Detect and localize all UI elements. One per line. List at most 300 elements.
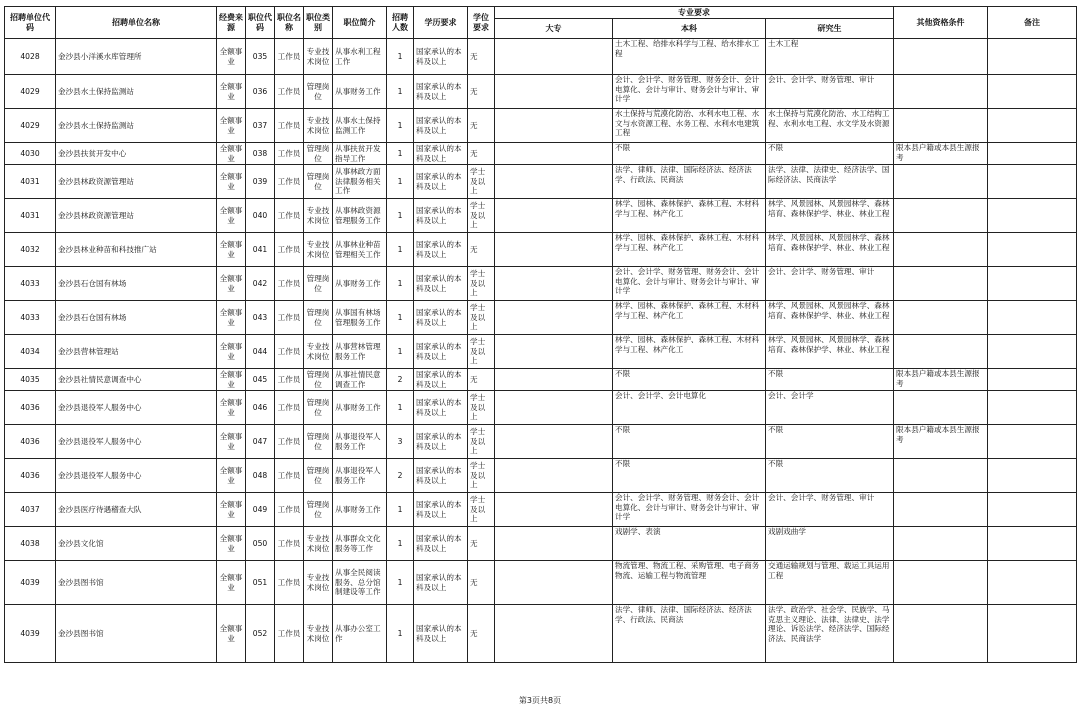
cell-intro: 从事财务工作 — [333, 75, 387, 109]
cell-fund: 全额事业 — [217, 109, 246, 143]
cell-fund: 全额事业 — [217, 233, 246, 267]
cell-intro: 从事国有林场管理服务工作 — [333, 301, 387, 335]
cell-remark — [988, 493, 1077, 527]
table-row — [5, 527, 1077, 561]
cell-other — [894, 605, 988, 663]
cell-other — [894, 561, 988, 605]
cell-bachelor: 会计、会计学、财务管理、财务会计、会计电算化、会计与审计、财务会计与审计、审计学 — [613, 493, 766, 527]
cell-position-code: 049 — [246, 493, 275, 527]
cell-graduate: 水土保持与荒漠化防治、水工结构工程、水利水电工程、水文学及水资源 — [766, 109, 894, 143]
cell-graduate: 土木工程 — [766, 39, 894, 75]
cell-graduate: 法学、政治学、社会学、民族学、马克思主义理论、法律、法律史、法学理论、诉讼法学、经济法学、国际经济法、民商法学 — [766, 605, 894, 663]
cell-count: 1 — [387, 233, 414, 267]
cell-position-name: 工作员 — [275, 109, 304, 143]
cell-count: 1 — [387, 605, 414, 663]
table-row — [5, 301, 1077, 335]
cell-fund: 全额事业 — [217, 75, 246, 109]
cell-unit-code: 4037 — [5, 493, 56, 527]
cell-unit-code: 4028 — [5, 39, 56, 75]
cell-graduate: 会计、会计学、财务管理、审计 — [766, 493, 894, 527]
cell-intro: 从事财务工作 — [333, 267, 387, 301]
cell-fund: 全额事业 — [217, 527, 246, 561]
cell-degree: 无 — [468, 109, 495, 143]
cell-college — [495, 335, 613, 369]
cell-position-name: 工作员 — [275, 233, 304, 267]
cell-position-code: 050 — [246, 527, 275, 561]
cell-intro: 从事营林管理服务工作 — [333, 335, 387, 369]
cell-bachelor: 不限 — [613, 143, 766, 165]
header-bachelor: 本科 — [613, 19, 766, 39]
cell-other — [894, 165, 988, 199]
cell-college — [495, 109, 613, 143]
cell-education: 国家承认的本科及以上 — [414, 335, 468, 369]
cell-other — [894, 75, 988, 109]
cell-other — [894, 199, 988, 233]
cell-other — [894, 527, 988, 561]
header-fund: 经费来源 — [217, 7, 246, 39]
table-row — [5, 109, 1077, 143]
cell-unit-name: 金沙县退役军人服务中心 — [56, 391, 217, 425]
cell-position-name: 工作员 — [275, 527, 304, 561]
cell-other: 限本县户籍或本县生源报考 — [894, 425, 988, 459]
cell-unit-code: 4029 — [5, 75, 56, 109]
cell-college — [495, 369, 613, 391]
cell-remark — [988, 301, 1077, 335]
header-remark: 备注 — [988, 7, 1077, 39]
cell-position-code: 037 — [246, 109, 275, 143]
cell-bachelor: 林学、园林、森林保护、森林工程、木材科学与工程、林产化工 — [613, 233, 766, 267]
cell-graduate: 不限 — [766, 459, 894, 493]
cell-position-code: 040 — [246, 199, 275, 233]
cell-position-code: 036 — [246, 75, 275, 109]
cell-degree: 无 — [468, 75, 495, 109]
cell-position-type: 管理岗位 — [304, 493, 333, 527]
cell-remark — [988, 199, 1077, 233]
table-body — [5, 39, 1077, 663]
cell-education: 国家承认的本科及以上 — [414, 493, 468, 527]
cell-remark — [988, 561, 1077, 605]
cell-other — [894, 267, 988, 301]
cell-remark — [988, 425, 1077, 459]
cell-intro: 从事水利工程工作 — [333, 39, 387, 75]
cell-position-name: 工作员 — [275, 561, 304, 605]
cell-fund: 全额事业 — [217, 143, 246, 165]
cell-unit-name: 金沙县医疗待遇稽查大队 — [56, 493, 217, 527]
cell-college — [495, 39, 613, 75]
cell-unit-name: 金沙县石仓国有林场 — [56, 267, 217, 301]
cell-education: 国家承认的本科及以上 — [414, 605, 468, 663]
cell-position-code: 039 — [246, 165, 275, 199]
cell-graduate: 法学、法律、法律史、经济法学、国际经济法、民商法学 — [766, 165, 894, 199]
cell-graduate: 戏剧戏曲学 — [766, 527, 894, 561]
table-row — [5, 39, 1077, 75]
cell-unit-code: 4032 — [5, 233, 56, 267]
cell-unit-name: 金沙县小洋溪水库管理所 — [56, 39, 217, 75]
cell-remark — [988, 109, 1077, 143]
cell-education: 国家承认的本科及以上 — [414, 199, 468, 233]
cell-unit-name: 金沙县水土保持监测站 — [56, 109, 217, 143]
cell-graduate: 不限 — [766, 143, 894, 165]
cell-position-code: 052 — [246, 605, 275, 663]
recruitment-table — [4, 6, 1077, 663]
table-row — [5, 391, 1077, 425]
cell-fund: 全额事业 — [217, 561, 246, 605]
cell-degree: 无 — [468, 605, 495, 663]
cell-position-code: 051 — [246, 561, 275, 605]
cell-fund: 全额事业 — [217, 369, 246, 391]
cell-position-type: 专业技术岗位 — [304, 335, 333, 369]
cell-graduate: 会计、会计学、财务管理、审计 — [766, 267, 894, 301]
table-row — [5, 143, 1077, 165]
cell-unit-code: 4033 — [5, 301, 56, 335]
cell-position-code: 045 — [246, 369, 275, 391]
cell-position-code: 048 — [246, 459, 275, 493]
cell-unit-name: 金沙县石仓国有林场 — [56, 301, 217, 335]
cell-degree: 学士及以上 — [468, 391, 495, 425]
header-degree: 学位要求 — [468, 7, 495, 39]
header-position-type: 职位类别 — [304, 7, 333, 39]
cell-position-name: 工作员 — [275, 605, 304, 663]
cell-count: 2 — [387, 459, 414, 493]
cell-unit-code: 4039 — [5, 561, 56, 605]
cell-other — [894, 335, 988, 369]
recruitment-table-sheet — [4, 6, 1077, 663]
cell-position-name: 工作员 — [275, 425, 304, 459]
cell-position-type: 管理岗位 — [304, 75, 333, 109]
cell-position-code: 035 — [246, 39, 275, 75]
cell-position-name: 工作员 — [275, 493, 304, 527]
cell-graduate: 不限 — [766, 369, 894, 391]
cell-degree: 学士及以上 — [468, 199, 495, 233]
cell-degree: 无 — [468, 39, 495, 75]
cell-count: 1 — [387, 391, 414, 425]
cell-bachelor: 会计、会计学、财务管理、财务会计、会计电算化、会计与审计、财务会计与审计、审计学 — [613, 75, 766, 109]
cell-position-code: 044 — [246, 335, 275, 369]
cell-other — [894, 109, 988, 143]
cell-intro: 从事水土保持监测工作 — [333, 109, 387, 143]
cell-fund: 全额事业 — [217, 605, 246, 663]
cell-count: 3 — [387, 425, 414, 459]
cell-unit-code: 4035 — [5, 369, 56, 391]
cell-unit-code: 4036 — [5, 425, 56, 459]
cell-fund: 全额事业 — [217, 459, 246, 493]
cell-education: 国家承认的本科及以上 — [414, 459, 468, 493]
cell-position-type: 管理岗位 — [304, 267, 333, 301]
cell-intro: 从事林业种苗管理相关工作 — [333, 233, 387, 267]
cell-college — [495, 425, 613, 459]
cell-unit-name: 金沙县营林管理站 — [56, 335, 217, 369]
cell-position-type: 管理岗位 — [304, 165, 333, 199]
cell-count: 1 — [387, 267, 414, 301]
cell-college — [495, 233, 613, 267]
cell-bachelor: 水土保持与荒漠化防治、水利水电工程、水文与水资源工程、水务工程、水利水电建筑工程 — [613, 109, 766, 143]
cell-bachelor: 不限 — [613, 425, 766, 459]
cell-count: 1 — [387, 143, 414, 165]
cell-degree: 无 — [468, 233, 495, 267]
header-graduate: 研究生 — [766, 19, 894, 39]
cell-college — [495, 199, 613, 233]
cell-unit-name: 金沙县林政资源管理站 — [56, 165, 217, 199]
table-row — [5, 561, 1077, 605]
cell-unit-name: 金沙县退役军人服务中心 — [56, 425, 217, 459]
cell-position-type: 管理岗位 — [304, 369, 333, 391]
cell-unit-code: 4033 — [5, 267, 56, 301]
cell-position-type: 管理岗位 — [304, 459, 333, 493]
cell-remark — [988, 75, 1077, 109]
cell-unit-name: 金沙县水土保持监测站 — [56, 75, 217, 109]
cell-college — [495, 165, 613, 199]
header-position-code: 职位代码 — [246, 7, 275, 39]
table-row — [5, 425, 1077, 459]
cell-graduate: 会计、会计学、财务管理、审计 — [766, 75, 894, 109]
cell-unit-name: 金沙县社情民意调查中心 — [56, 369, 217, 391]
cell-education: 国家承认的本科及以上 — [414, 267, 468, 301]
cell-education: 国家承认的本科及以上 — [414, 109, 468, 143]
cell-degree: 无 — [468, 527, 495, 561]
cell-degree: 学士及以上 — [468, 459, 495, 493]
cell-position-type: 管理岗位 — [304, 425, 333, 459]
cell-unit-code: 4030 — [5, 143, 56, 165]
cell-remark — [988, 233, 1077, 267]
cell-remark — [988, 369, 1077, 391]
cell-graduate: 会计、会计学 — [766, 391, 894, 425]
cell-count: 1 — [387, 39, 414, 75]
cell-education: 国家承认的本科及以上 — [414, 301, 468, 335]
table-row — [5, 233, 1077, 267]
cell-unit-name: 金沙县图书馆 — [56, 605, 217, 663]
cell-unit-code: 4039 — [5, 605, 56, 663]
cell-count: 1 — [387, 165, 414, 199]
cell-count: 1 — [387, 75, 414, 109]
cell-education: 国家承认的本科及以上 — [414, 39, 468, 75]
cell-unit-code: 4036 — [5, 459, 56, 493]
cell-position-type: 专业技术岗位 — [304, 199, 333, 233]
cell-count: 1 — [387, 109, 414, 143]
cell-position-name: 工作员 — [275, 335, 304, 369]
cell-position-code: 042 — [246, 267, 275, 301]
cell-education: 国家承认的本科及以上 — [414, 369, 468, 391]
cell-intro: 从事办公室工作 — [333, 605, 387, 663]
cell-education: 国家承认的本科及以上 — [414, 143, 468, 165]
cell-other — [894, 39, 988, 75]
cell-graduate: 林学、风景园林、风景园林学、森林培育、森林保护学、林业、林业工程 — [766, 301, 894, 335]
cell-position-type: 管理岗位 — [304, 391, 333, 425]
cell-position-type: 专业技术岗位 — [304, 39, 333, 75]
cell-intro: 从事社情民意调查工作 — [333, 369, 387, 391]
cell-degree: 无 — [468, 561, 495, 605]
table-row — [5, 335, 1077, 369]
header-education: 学历要求 — [414, 7, 468, 39]
cell-position-type: 管理岗位 — [304, 301, 333, 335]
cell-fund: 全额事业 — [217, 165, 246, 199]
cell-education: 国家承认的本科及以上 — [414, 75, 468, 109]
cell-graduate: 林学、风景园林、风景园林学、森林培育、森林保护学、林业、林业工程 — [766, 233, 894, 267]
cell-remark — [988, 267, 1077, 301]
cell-college — [495, 267, 613, 301]
cell-other — [894, 459, 988, 493]
cell-position-code: 046 — [246, 391, 275, 425]
cell-position-code: 043 — [246, 301, 275, 335]
cell-remark — [988, 605, 1077, 663]
cell-intro: 从事财务工作 — [333, 391, 387, 425]
cell-education: 国家承认的本科及以上 — [414, 527, 468, 561]
cell-other — [894, 493, 988, 527]
cell-graduate: 交通运输规划与管理、载运工具运用工程 — [766, 561, 894, 605]
cell-bachelor: 会计、会计学、财务管理、财务会计、会计电算化、会计与审计、财务会计与审计、审计学 — [613, 267, 766, 301]
cell-college — [495, 459, 613, 493]
cell-degree: 无 — [468, 143, 495, 165]
cell-degree: 学士及以上 — [468, 165, 495, 199]
cell-position-name: 工作员 — [275, 75, 304, 109]
table-row — [5, 75, 1077, 109]
table-row — [5, 267, 1077, 301]
cell-unit-code: 4029 — [5, 109, 56, 143]
cell-college — [495, 561, 613, 605]
cell-bachelor: 戏剧学、表演 — [613, 527, 766, 561]
table-row — [5, 493, 1077, 527]
header-intro: 职位简介 — [333, 7, 387, 39]
cell-count: 2 — [387, 369, 414, 391]
cell-position-name: 工作员 — [275, 301, 304, 335]
cell-remark — [988, 527, 1077, 561]
cell-unit-name: 金沙县扶贫开发中心 — [56, 143, 217, 165]
cell-fund: 全额事业 — [217, 335, 246, 369]
cell-remark — [988, 165, 1077, 199]
cell-count: 1 — [387, 335, 414, 369]
cell-intro: 从事退役军人服务工作 — [333, 459, 387, 493]
cell-intro: 从事财务工作 — [333, 493, 387, 527]
cell-remark — [988, 335, 1077, 369]
cell-intro: 从事林政资源管理服务工作 — [333, 199, 387, 233]
cell-position-type: 专业技术岗位 — [304, 109, 333, 143]
table-row — [5, 369, 1077, 391]
cell-position-code: 047 — [246, 425, 275, 459]
cell-fund: 全额事业 — [217, 199, 246, 233]
cell-fund: 全额事业 — [217, 267, 246, 301]
cell-position-type: 专业技术岗位 — [304, 605, 333, 663]
cell-education: 国家承认的本科及以上 — [414, 561, 468, 605]
cell-position-name: 工作员 — [275, 165, 304, 199]
cell-fund: 全额事业 — [217, 391, 246, 425]
cell-position-name: 工作员 — [275, 267, 304, 301]
cell-remark — [988, 143, 1077, 165]
cell-position-name: 工作员 — [275, 143, 304, 165]
cell-unit-code: 4034 — [5, 335, 56, 369]
cell-bachelor: 林学、园林、森林保护、森林工程、木材科学与工程、林产化工 — [613, 301, 766, 335]
cell-other — [894, 391, 988, 425]
cell-college — [495, 143, 613, 165]
cell-bachelor: 法学、律师、法律、国际经济法、经济法学、行政法、民商法 — [613, 165, 766, 199]
cell-fund: 全额事业 — [217, 493, 246, 527]
cell-education: 国家承认的本科及以上 — [414, 233, 468, 267]
cell-position-name: 工作员 — [275, 369, 304, 391]
table-row — [5, 605, 1077, 663]
cell-remark — [988, 39, 1077, 75]
cell-college — [495, 527, 613, 561]
cell-unit-name: 金沙县林政资源管理站 — [56, 199, 217, 233]
cell-other — [894, 301, 988, 335]
header-other: 其他资格条件 — [894, 7, 988, 39]
cell-position-code: 041 — [246, 233, 275, 267]
header-college: 大专 — [495, 19, 613, 39]
cell-education: 国家承认的本科及以上 — [414, 165, 468, 199]
cell-education: 国家承认的本科及以上 — [414, 425, 468, 459]
cell-position-name: 工作员 — [275, 391, 304, 425]
cell-bachelor: 法学、律师、法律、国际经济法、经济法学、行政法、民商法 — [613, 605, 766, 663]
table-row — [5, 165, 1077, 199]
cell-intro: 从事退役军人服务工作 — [333, 425, 387, 459]
cell-unit-code: 4031 — [5, 199, 56, 233]
cell-count: 1 — [387, 527, 414, 561]
header-major-requirement: 专业要求 — [495, 7, 894, 19]
cell-unit-name: 金沙县图书馆 — [56, 561, 217, 605]
cell-position-name: 工作员 — [275, 199, 304, 233]
cell-position-type: 专业技术岗位 — [304, 527, 333, 561]
cell-graduate: 不限 — [766, 425, 894, 459]
cell-position-name: 工作员 — [275, 39, 304, 75]
cell-fund: 全额事业 — [217, 39, 246, 75]
cell-count: 1 — [387, 301, 414, 335]
cell-fund: 全额事业 — [217, 301, 246, 335]
cell-college — [495, 605, 613, 663]
cell-intro: 从事林政方面法律服务相关工作 — [333, 165, 387, 199]
cell-bachelor: 不限 — [613, 459, 766, 493]
cell-count: 1 — [387, 199, 414, 233]
cell-unit-code: 4038 — [5, 527, 56, 561]
cell-bachelor: 不限 — [613, 369, 766, 391]
cell-remark — [988, 391, 1077, 425]
cell-college — [495, 493, 613, 527]
cell-count: 1 — [387, 493, 414, 527]
cell-unit-name: 金沙县林业种苗和科技推广站 — [56, 233, 217, 267]
header-count: 招聘人数 — [387, 7, 414, 39]
cell-remark — [988, 459, 1077, 493]
cell-bachelor: 林学、园林、森林保护、森林工程、木材科学与工程、林产化工 — [613, 335, 766, 369]
table-row — [5, 199, 1077, 233]
cell-unit-code: 4036 — [5, 391, 56, 425]
cell-graduate: 林学、风景园林、风景园林学、森林培育、森林保护学、林业、林业工程 — [766, 199, 894, 233]
cell-graduate: 林学、风景园林、风景园林学、森林培育、森林保护学、林业、林业工程 — [766, 335, 894, 369]
cell-intro: 从事群众文化服务等工作 — [333, 527, 387, 561]
cell-position-type: 专业技术岗位 — [304, 233, 333, 267]
header-position-name: 职位名称 — [275, 7, 304, 39]
cell-other: 限本县户籍或本县生源报考 — [894, 143, 988, 165]
cell-degree: 学士及以上 — [468, 493, 495, 527]
cell-bachelor: 林学、园林、森林保护、森林工程、木材科学与工程、林产化工 — [613, 199, 766, 233]
cell-position-type: 管理岗位 — [304, 143, 333, 165]
cell-degree: 学士及以上 — [468, 301, 495, 335]
cell-degree: 学士及以上 — [468, 425, 495, 459]
cell-unit-name: 金沙县文化馆 — [56, 527, 217, 561]
header-unit-name: 招聘单位名称 — [56, 7, 217, 39]
cell-intro: 从事扶贫开发指导工作 — [333, 143, 387, 165]
cell-fund: 全额事业 — [217, 425, 246, 459]
cell-bachelor: 会计、会计学、会计电算化 — [613, 391, 766, 425]
cell-bachelor: 土木工程、给排水科学与工程、给水排水工程 — [613, 39, 766, 75]
cell-other: 限本县户籍或本县生源报考 — [894, 369, 988, 391]
cell-count: 1 — [387, 561, 414, 605]
cell-position-name: 工作员 — [275, 459, 304, 493]
page-number: 第3页共8页 — [518, 696, 562, 705]
cell-degree: 无 — [468, 369, 495, 391]
header-code: 招聘单位代码 — [5, 7, 56, 39]
cell-college — [495, 301, 613, 335]
cell-bachelor: 物流管理、物流工程、采购管理、电子商务物流、运输工程与物流管理 — [613, 561, 766, 605]
cell-intro: 从事全民阅读服务、总分馆制建设等工作 — [333, 561, 387, 605]
cell-position-code: 038 — [246, 143, 275, 165]
cell-other — [894, 233, 988, 267]
cell-position-type: 专业技术岗位 — [304, 561, 333, 605]
